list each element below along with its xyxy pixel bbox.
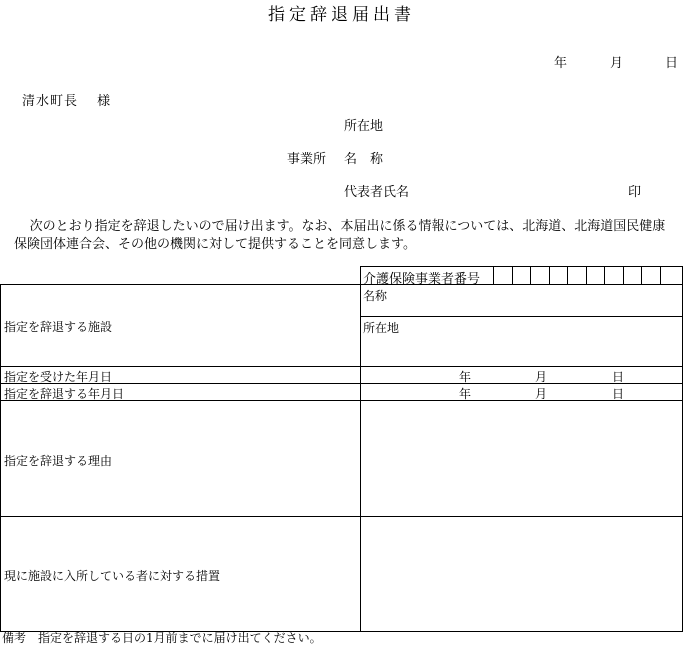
facility-address-field[interactable]: [361, 317, 682, 366]
facility-address-label: 所在地: [363, 321, 400, 335]
date-day-label: 日: [665, 56, 679, 71]
reason-label: 指定を辞退する理由: [4, 454, 113, 468]
designated-date-month: 月: [535, 370, 548, 384]
withdraw-date-year: 年: [459, 387, 472, 401]
applicant-name-label: 名 称: [344, 152, 384, 167]
document-title: 指定辞退届出書: [268, 5, 415, 25]
applicant-address-label: 所在地: [344, 119, 384, 134]
designated-date-year: 年: [459, 370, 472, 384]
seal-mark: 印: [628, 185, 642, 200]
designated-date-label: 指定を受けた年月日: [4, 370, 113, 384]
applicant-office-label: 事業所: [287, 152, 327, 167]
provider-number-label: 介護保険事業者番号: [363, 272, 481, 287]
measures-label: 現に施設に入所している者に対する措置: [4, 569, 221, 583]
designated-date-day: 日: [612, 370, 625, 384]
consent-statement: 次のとおり指定を辞退したいので届け出ます。なお、本届出に係る情報については、北海道、北海道国民健康保険団体連合会、その他の機関に対して提供することを同意します。: [14, 219, 666, 252]
applicant-representative-label: 代表者氏名: [344, 185, 410, 200]
facility-name-field[interactable]: [361, 285, 682, 316]
withdraw-date-label: 指定を辞退する年月日: [4, 387, 125, 401]
remarks-note: 備考 指定を辞退する日の1月前までに届け出てください。: [2, 631, 322, 645]
date-month-label: 月: [610, 56, 624, 71]
withdraw-date-day: 日: [612, 387, 625, 401]
measures-field[interactable]: [361, 517, 682, 631]
withdraw-date-month: 月: [535, 387, 548, 401]
facility-name-label: 名称: [363, 289, 388, 303]
facility-label: 指定を辞退する施設: [4, 320, 113, 334]
date-year-label: 年: [554, 56, 568, 71]
reason-field[interactable]: [361, 401, 682, 516]
addressee: 清水町長 様: [22, 94, 112, 109]
